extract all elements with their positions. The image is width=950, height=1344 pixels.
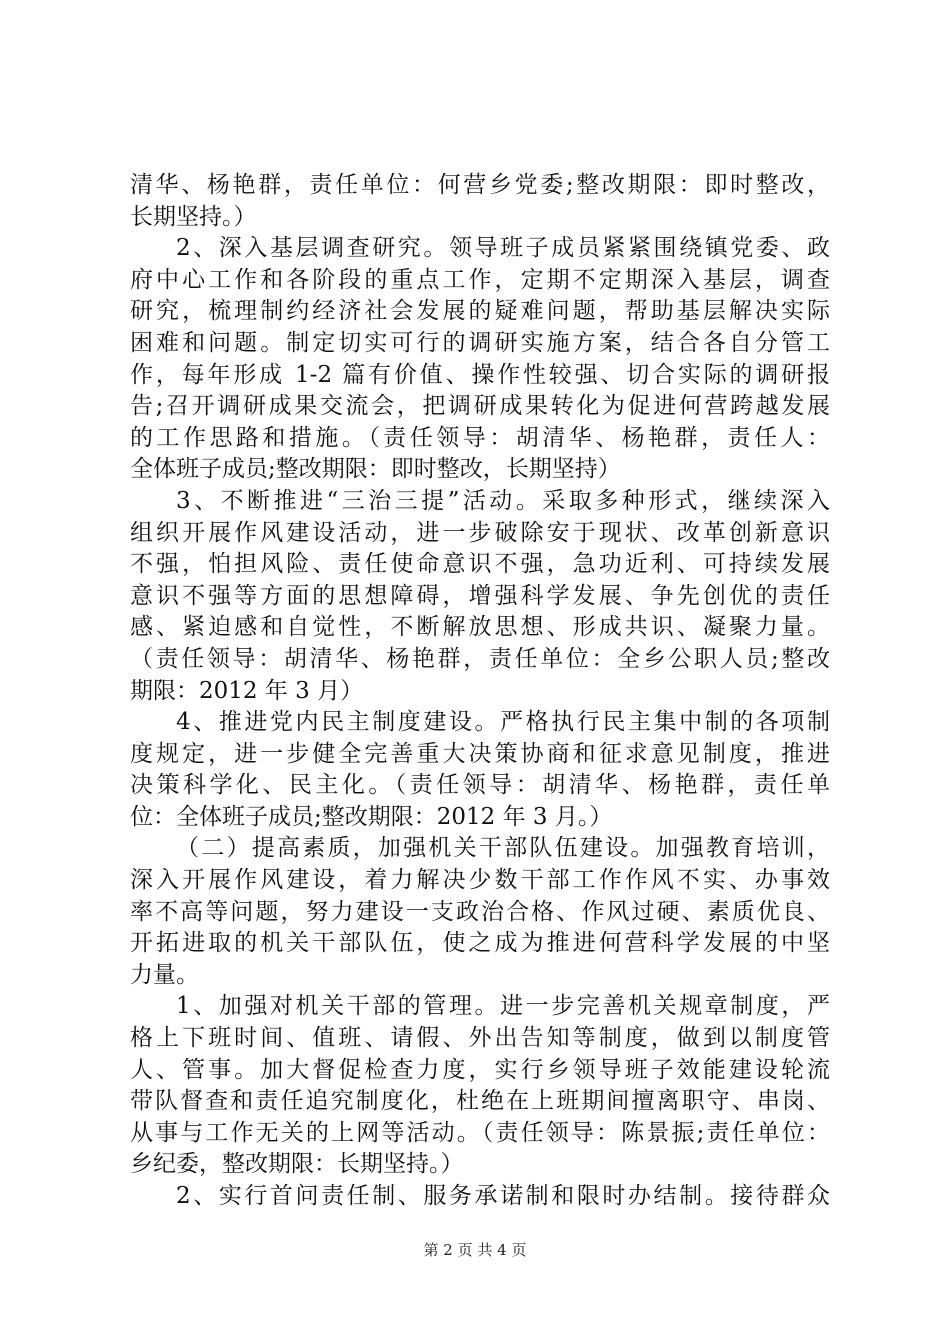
document-body bbox=[130, 170, 830, 1213]
text-line: 长期坚持。） bbox=[130, 203, 257, 230]
text-line: 组织开展作风建设活动，进一步破除安于现状、改革创新意识 bbox=[130, 519, 830, 546]
text-line: 1、加强对机关干部的管理。进一步完善机关规章制度，严 bbox=[176, 993, 830, 1020]
text-line: 深入开展作风建设，着力解决少数干部工作作风不实、办事效 bbox=[130, 867, 830, 894]
text-line: 度规定，进一步健全完善重大决策协商和征求意见制度，推进 bbox=[130, 740, 830, 767]
text-line: 位：全体班子成员;整改期限：2012 年 3 月。） bbox=[130, 803, 613, 830]
text-line: 感、紧迫感和自觉性，不断解放思想、形成共识、凝聚力量。 bbox=[130, 614, 830, 641]
text-line: （二）提高素质，加强机关干部队伍建设。加强教育培训， bbox=[176, 835, 830, 862]
text-line: 清华、杨艳群，责任单位：何营乡党委;整改期限：即时整改， bbox=[130, 172, 830, 198]
text-line: 研究，梳理制约经济社会发展的疑难问题，帮助基层解决实际 bbox=[130, 298, 830, 325]
text-line: 2、实行首问责任制、服务承诺制和限时办结制。接待群众 bbox=[176, 1183, 830, 1209]
text-line: 的工作思路和措施。（责任领导：胡清华、杨艳群，责任人： bbox=[130, 424, 830, 451]
text-line: 不强，怕担风险、责任使命意识不强，急功近利、可持续发展 bbox=[130, 551, 830, 578]
text-line: 3、不断推进“三治三提”活动。采取多种形式，继续深入 bbox=[176, 487, 830, 514]
text-line: 力量。 bbox=[130, 961, 199, 988]
text-line: 4、推进党内民主制度建设。严格执行民主集中制的各项制 bbox=[176, 709, 830, 736]
text-line: 意识不强等方面的思想障碍，增强科学发展、争先创优的责任 bbox=[130, 582, 830, 609]
text-line: 从事与工作无关的上网等活动。（责任领导：陈景振;责任单位： bbox=[130, 1119, 830, 1146]
text-line: 困难和问题。制定切实可行的调研实施方案，结合各自分管工 bbox=[130, 329, 830, 356]
text-line: 乡纪委，整改期限：长期坚持。） bbox=[130, 1151, 464, 1178]
text-line: 格上下班时间、值班、请假、外出告知等制度，做到以制度管 bbox=[130, 1025, 830, 1052]
text-line: 率不高等问题，努力建设一支政治合格、作风过硬、素质优良、 bbox=[130, 898, 830, 925]
text-line: 全体班子成员;整改期限：即时整改，长期坚持） bbox=[130, 456, 621, 483]
text-line: 人、管事。加大督促检查力度，实行乡领导班子效能建设轮流 bbox=[130, 1056, 830, 1083]
text-line: 2、深入基层调查研究。领导班子成员紧紧围绕镇党委、政 bbox=[176, 235, 830, 262]
text-line: 带队督查和责任追究制度化，杜绝在上班期间擅离职守、串岗、 bbox=[130, 1088, 830, 1115]
text-line: 开拓进取的机关干部队伍，使之成为推进何营科学发展的中坚 bbox=[130, 930, 830, 957]
text-line: 府中心工作和各阶段的重点工作，定期不定期深入基层，调查 bbox=[130, 266, 830, 293]
text-line: （责任领导：胡清华、杨艳群，责任单位：全乡公职人员;整改 bbox=[130, 645, 830, 672]
text-line: 期限：2012 年 3 月） bbox=[130, 677, 364, 704]
page-footer: 第 2 页 共 4 页 bbox=[423, 1241, 527, 1259]
text-line: 决策科学化、民主化。（责任领导：胡清华、杨艳群，责任单 bbox=[130, 772, 830, 799]
text-line: 告;召开调研成果交流会，把调研成果转化为促进何营跨越发展 bbox=[130, 393, 830, 420]
text-line: 作，每年形成 1-2 篇有价值、操作性较强、切合实际的调研报 bbox=[130, 361, 830, 388]
